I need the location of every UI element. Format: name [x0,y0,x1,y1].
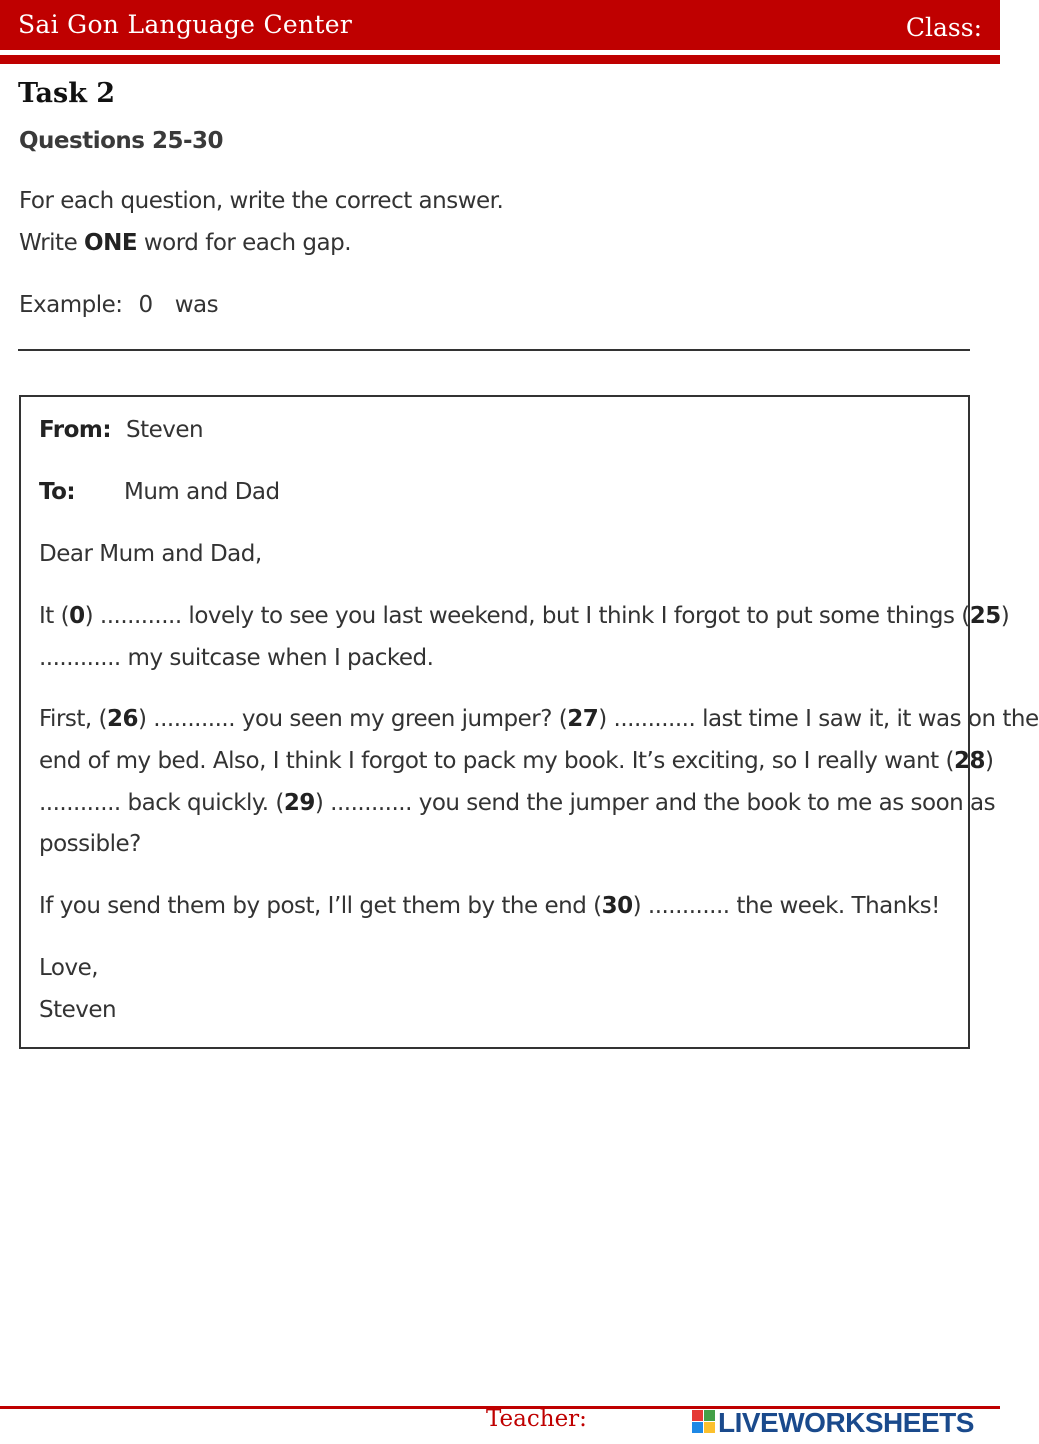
questions-heading: Questions 25-30 [19,128,224,154]
instruction-2 [19,230,351,256]
text-segment: ............ back quickly. ( [39,790,284,816]
instruction-2-post: word for each gap. [137,230,352,256]
paragraph-1-line-2: ............ my suitcase when I packed. [39,645,434,671]
paragraph-2-line-4: possible? [39,831,141,857]
paragraph-2-line-3 [39,790,995,816]
gap-number-28: 28 [953,748,985,774]
teacher-label: Teacher: [486,1406,587,1432]
text-segment: end of my bed. Also, I think I forgot to pack my book. It’s exciting, so I really want ( [39,748,954,774]
class-label: Class: [905,13,982,42]
text-segment: ) [1000,603,1010,629]
from-value: Steven [126,417,204,443]
paragraph-1-line-1 [39,603,1009,629]
text-segment: ) ............ you seen my green jumper? ( [138,706,568,732]
gap-number-26: 26 [107,706,139,732]
text-segment: ) ............ the week. Thanks! [632,893,940,919]
logo-text: LIVEWORKSHEETS [718,1407,974,1438]
text-segment: It ( [39,603,70,629]
text-segment: ) [984,748,994,774]
signature: Steven [39,997,117,1023]
gap-number-0: 0 [69,603,85,629]
text-segment: First, ( [39,706,107,732]
center-name: Sai Gon Language Center [18,10,353,39]
closing: Love, [39,955,99,981]
to-label: To: [39,479,76,505]
gap-number-30: 30 [601,893,633,919]
greeting: Dear Mum and Dad, [39,541,262,567]
separator-line [18,349,970,351]
header-rule [0,55,1000,64]
example-number: 0 [138,292,153,318]
to-line [39,479,280,505]
instruction-2-pre: Write [19,230,85,256]
paragraph-2-line-1 [39,706,1039,732]
example-label: Example: [19,292,123,318]
task-title: Task 2 [18,78,116,109]
gap-number-27: 27 [567,706,599,732]
from-label: From: [39,417,112,443]
gap-number-25: 25 [969,603,1001,629]
liveworksheets-icon [692,1410,716,1434]
to-value: Mum and Dad [124,479,280,505]
example-word: was [174,292,219,318]
text-segment: ) ............ lovely to see you last weekend, but I think I forgot to put some things ( [84,603,970,629]
text-segment: ) ............ last time I saw it, it was on the [598,706,1039,732]
instruction-2-bold: ONE [84,230,138,256]
paragraph-3 [39,893,940,919]
from-line [39,417,203,443]
example-line [19,292,218,318]
paragraph-2-line-2 [39,748,993,774]
text-segment: ) ............ you send the jumper and the book to me as soon as [314,790,996,816]
gap-number-29: 29 [283,790,315,816]
instruction-1: For each question, write the correct answer. [19,188,504,214]
liveworksheets-logo [692,1407,990,1437]
text-segment: If you send them by post, I’ll get them by the end ( [39,893,602,919]
